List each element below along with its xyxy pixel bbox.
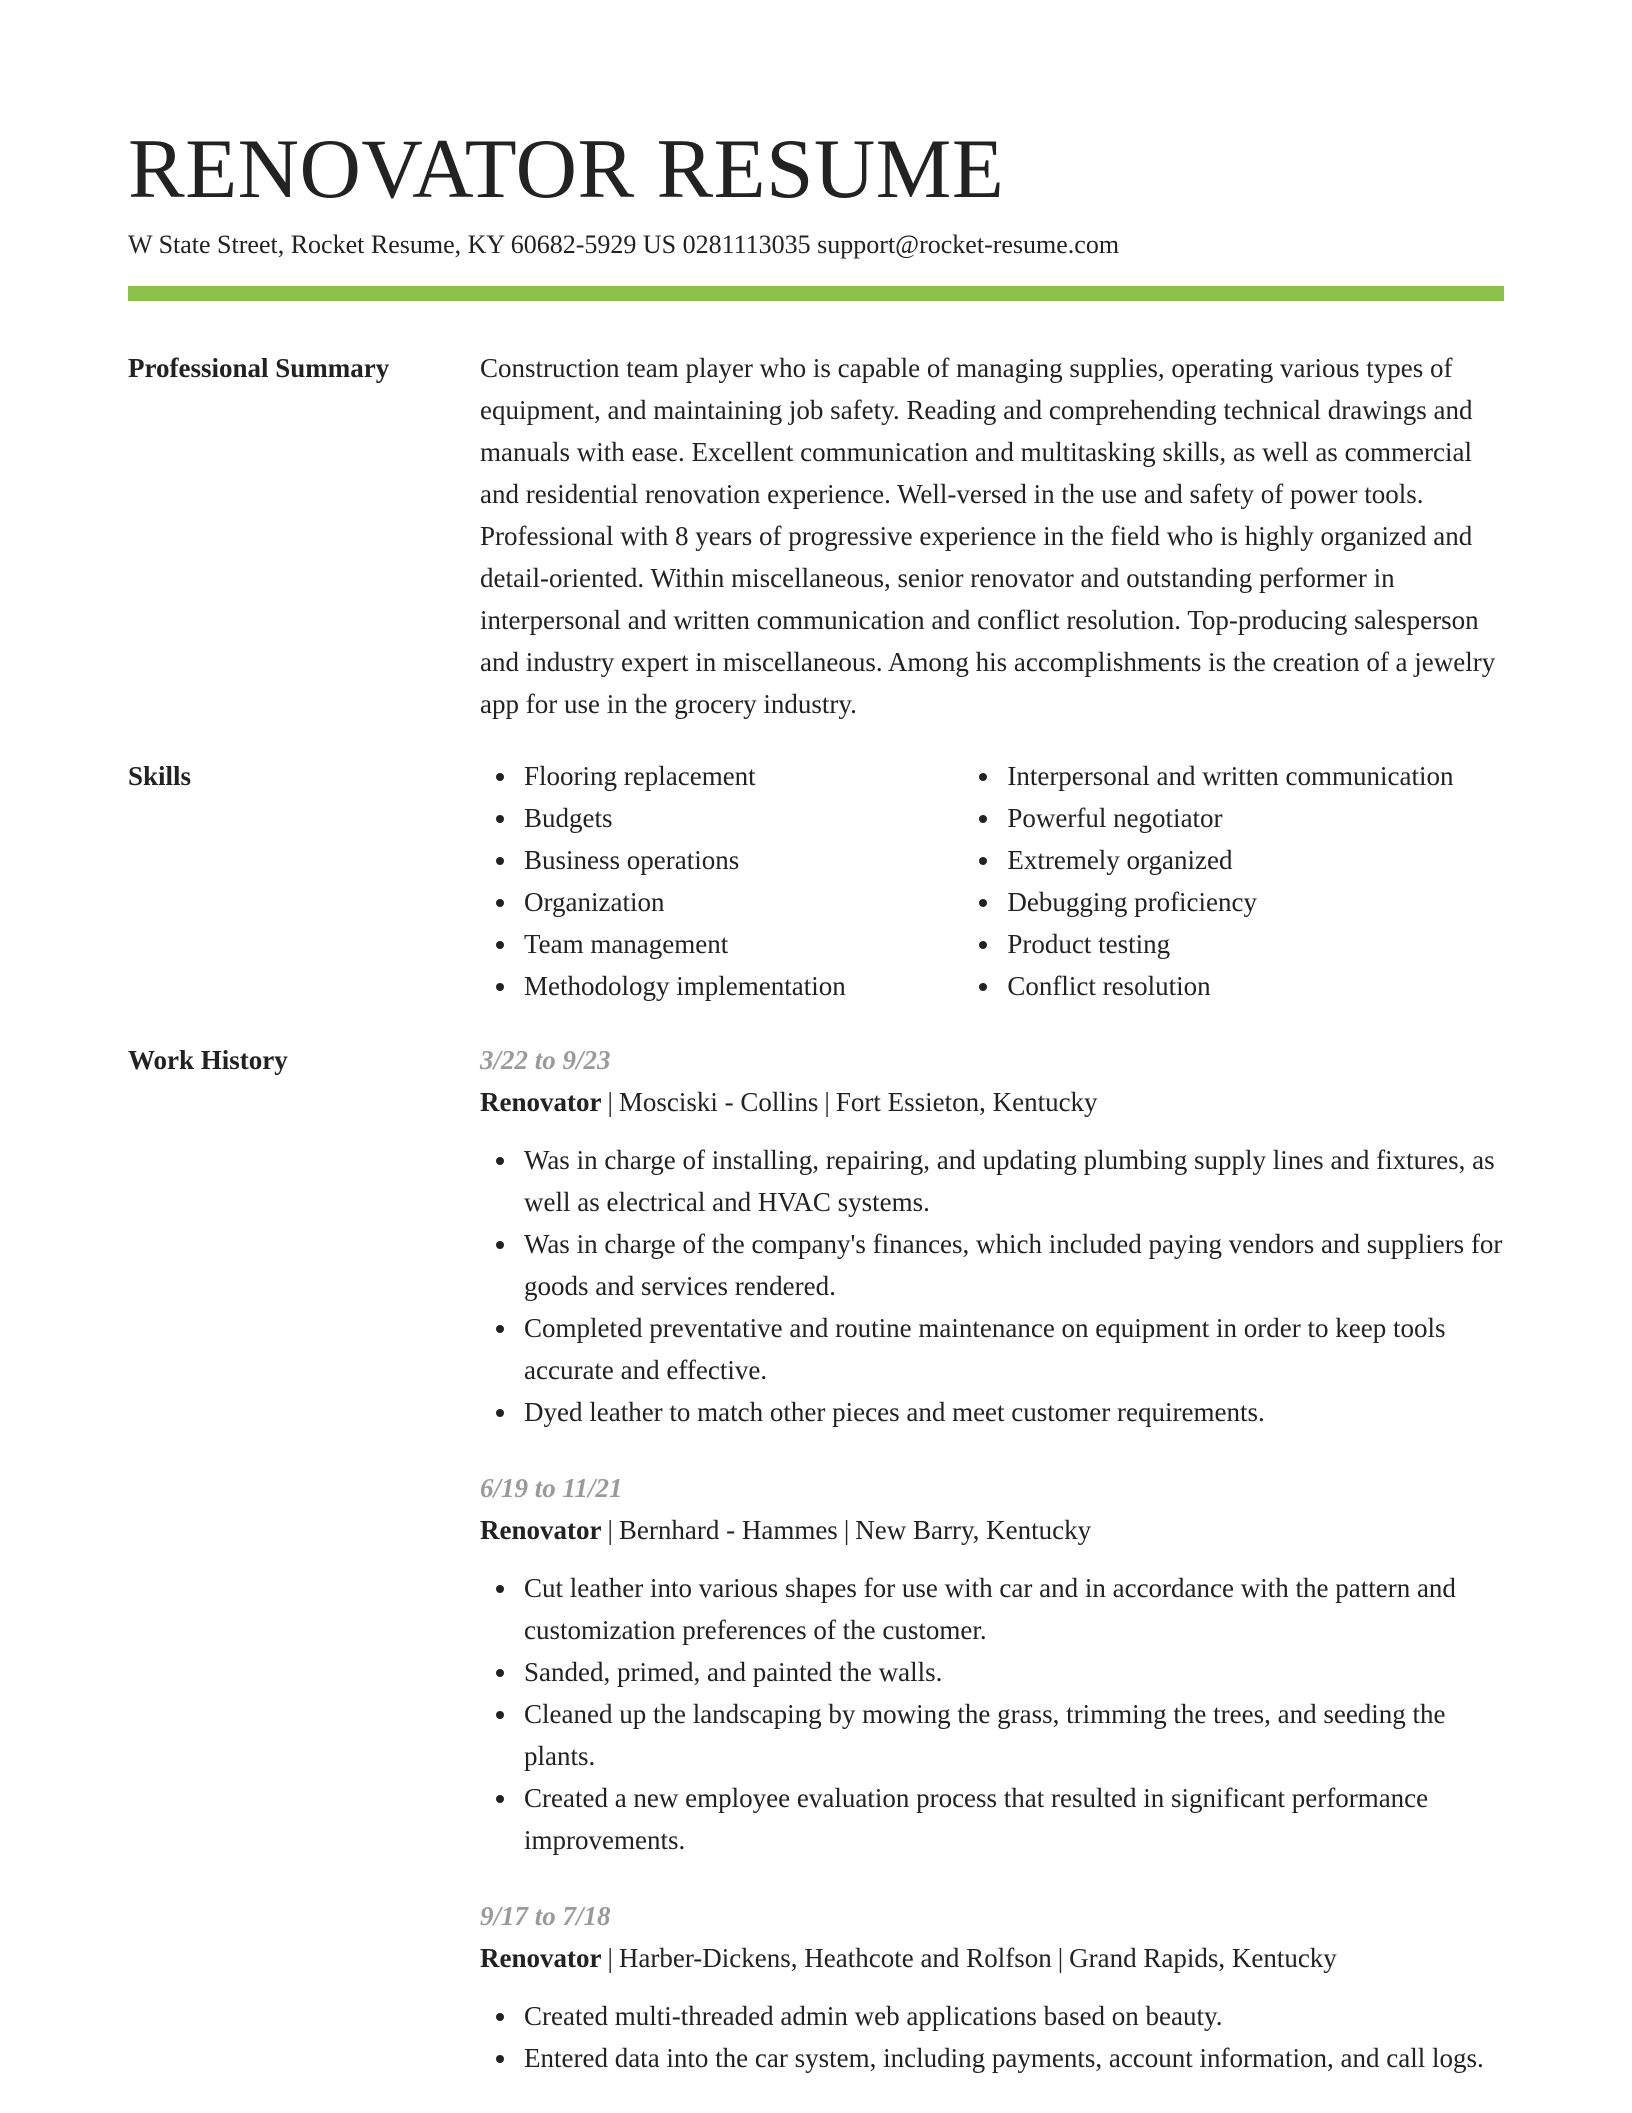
job-company: Bernhard - Hammes	[618, 1515, 838, 1545]
job-dates: 9/17 to 7/18	[480, 1901, 611, 1931]
job-role: Renovator	[480, 1943, 602, 1973]
job-role: Renovator	[480, 1515, 602, 1545]
duty-item: Cut leather into various shapes for use with car and in accordance with the pattern and customization preferences of the customer.	[524, 1567, 1504, 1651]
skill-item: Team management	[524, 923, 963, 965]
skill-item: Debugging proficiency	[1007, 881, 1504, 923]
job-role: Renovator	[480, 1087, 602, 1117]
job-location: New Barry, Kentucky	[855, 1515, 1092, 1545]
skill-item: Organization	[524, 881, 963, 923]
job-company: Harber-Dickens, Heathcote and Rolfson	[618, 1943, 1052, 1973]
duty-item: Completed preventative and routine maintenance on equipment in order to keep tools accurate and effective.	[524, 1307, 1504, 1391]
job-dates: 6/19 to 11/21	[480, 1473, 623, 1503]
skill-item: Product testing	[1007, 923, 1504, 965]
summary-body	[480, 347, 1504, 725]
job-separator: |	[843, 1515, 850, 1545]
job-duties	[480, 1995, 1504, 2079]
skill-item: Extremely organized	[1007, 839, 1504, 881]
resume-header	[128, 118, 1504, 262]
job-separator: |	[607, 1515, 613, 1545]
job-title-line	[480, 1081, 1504, 1123]
job-title-line	[480, 1937, 1504, 1979]
job-separator: |	[607, 1087, 613, 1117]
duty-item: Created a new employee evaluation process that resulted in significant performance improvements.	[524, 1777, 1504, 1861]
duty-item: Sanded, primed, and painted the walls.	[524, 1651, 1504, 1693]
skill-item: Budgets	[524, 797, 963, 839]
job-entry	[480, 1039, 1504, 1433]
job-duties	[480, 1139, 1504, 1433]
job-location: Fort Essieton, Kentucky	[835, 1087, 1098, 1117]
job-company: Mosciski - Collins	[618, 1087, 819, 1117]
summary-heading: Professional Summary	[128, 353, 390, 383]
skills-list-left	[480, 755, 963, 1007]
accent-divider	[128, 286, 1504, 301]
skills-body	[480, 755, 1504, 1007]
duty-item: Created multi-threaded admin web applications based on beauty.	[524, 1995, 1504, 2037]
work-history-heading: Work History	[128, 1045, 288, 1075]
skills-list-right	[963, 755, 1504, 1007]
job-location: Grand Rapids, Kentucky	[1069, 1943, 1337, 1973]
duty-item: Was in charge of installing, repairing, and updating plumbing supply lines and fixtures, as well as electrical and HVAC systems.	[524, 1139, 1504, 1223]
job-entry	[480, 1467, 1504, 1861]
skill-item: Interpersonal and written communication	[1007, 755, 1504, 797]
duty-item: Was in charge of the company's finances, which included paying vendors and suppliers for goods and services rendered.	[524, 1223, 1504, 1307]
job-separator: |	[607, 1943, 613, 1973]
job-dates: 3/22 to 9/23	[480, 1045, 611, 1075]
job-title-line	[480, 1509, 1504, 1551]
job-separator: |	[1057, 1943, 1064, 1973]
skill-item: Conflict resolution	[1007, 965, 1504, 1007]
skill-item: Powerful negotiator	[1007, 797, 1504, 839]
duty-item: Cleaned up the landscaping by mowing the grass, trimming the trees, and seeding the plants.	[524, 1693, 1504, 1777]
summary-text: Construction team player who is capable of managing supplies, operating various types of equipment, and maintaining job safety. Reading and comprehending technical drawings and manuals with ease. Excellent communication and multitasking skills, as well as commercial and residential renovation experience. Well-versed in the use and safety of power tools. Professional with 8 years of progressive experience in the field who is highly organized and detail-oriented. Within miscellaneous, senior renovator and outstanding performer in interpersonal and written communication and conflict resolution. Top-producing salesperson and industry expert in miscellaneous. Among his accomplishments is the creation of a jewelry app for use in the grocery industry.	[480, 353, 1496, 719]
skills-heading: Skills	[128, 761, 192, 791]
skill-item: Methodology implementation	[524, 965, 963, 1007]
duty-item: Dyed leather to match other pieces and meet customer requirements.	[524, 1391, 1504, 1433]
duty-item: Entered data into the car system, including payments, account information, and call logs.	[524, 2037, 1504, 2079]
job-separator: |	[824, 1087, 830, 1117]
skill-item: Business operations	[524, 839, 963, 881]
work-history-body	[480, 1039, 1504, 2113]
job-duties	[480, 1567, 1504, 1861]
job-entry	[480, 1895, 1504, 2079]
resume-title: RENOVATOR RESUME	[128, 122, 1005, 216]
skill-item: Flooring replacement	[524, 755, 963, 797]
contact-line: W State Street, Rocket Resume, KY 60682-5929 US 0281113035 support@rocket-resume.com	[128, 230, 1120, 259]
